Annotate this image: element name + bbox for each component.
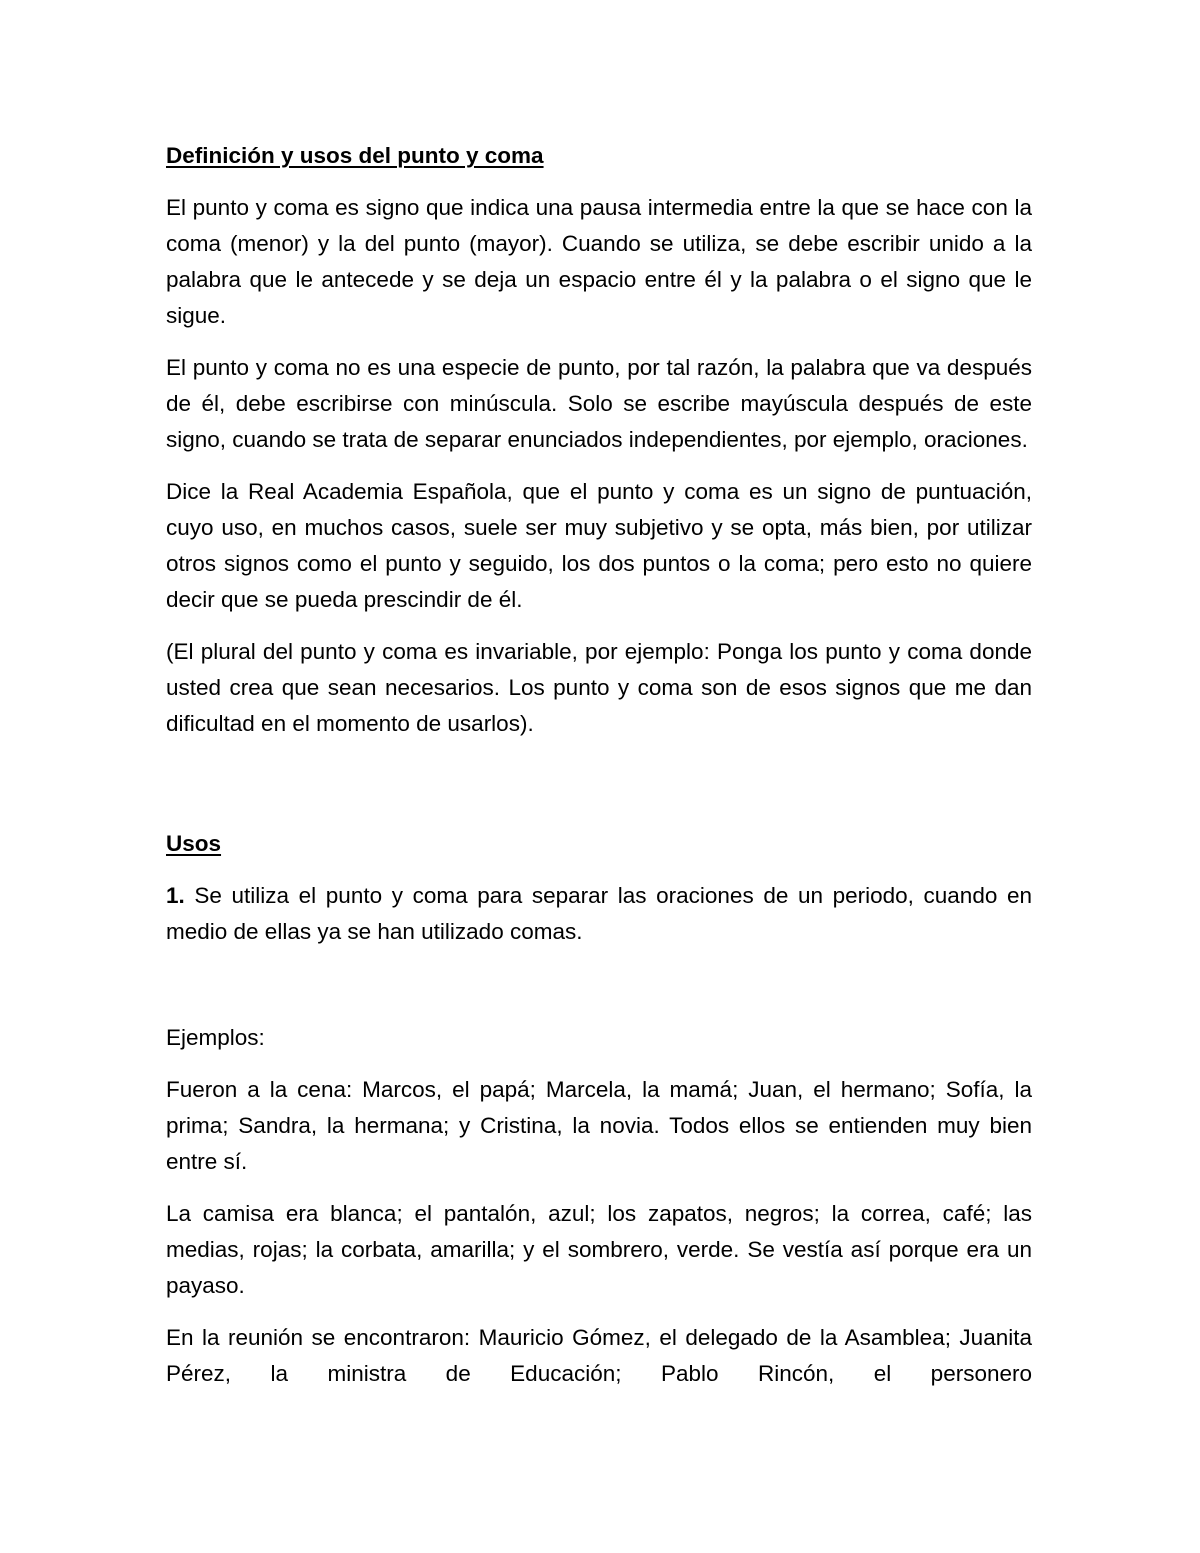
paragraph-definition: El punto y coma es signo que indica una pausa intermedia entre la que se hace con la coma (menor) y la del punto (mayor). Cuando se utiliza, se debe escribir unido a la palabra que le antecede y se deja un espacio entre él y la palabra o el signo que le sigue. (166, 195, 1032, 328)
usos-item-number: 1. (166, 883, 185, 908)
usos-heading: Usos (166, 831, 222, 856)
paragraph-plural: (El plural del punto y coma es invariable, por ejemplo: Ponga los punto y coma donde usted crea que sean necesarios. Los punto y coma son de esos signos que me dan dificultad en el momento de usarlos). (166, 639, 1032, 736)
ejemplos-label: Ejemplos: (166, 1025, 265, 1050)
document-title: Definición y usos del punto y coma (166, 143, 544, 168)
example-reunion: En la reunión se encontraron: Mauricio Gómez, el delegado de la Asamblea; Juanita Pérez, la ministra de Educación; Pablo Rincón, el personero (166, 1325, 1032, 1386)
usos-item-text: Se utiliza el punto y coma para separar las oraciones de un periodo, cuando en medio de ellas ya se han utilizado comas. (166, 883, 1032, 944)
paragraph-rae: Dice la Real Academia Española, que el punto y coma es un signo de puntuación, cuyo uso, en muchos casos, suele ser muy subjetivo y se opta, más bien, por utilizar otros signos como el punto y seguido, los dos puntos o la coma; pero esto no quiere decir que se pueda prescindir de él. (166, 479, 1032, 612)
document-body (166, 138, 1032, 1392)
paragraph-minuscula: El punto y coma no es una especie de punto, por tal razón, la palabra que va después de él, debe escribirse con minúscula. Solo se escribe mayúscula después de este signo, cuando se trata de separar enunciados independientes, por ejemplo, oraciones. (166, 355, 1032, 452)
example-cena: Fueron a la cena: Marcos, el papá; Marcela, la mamá; Juan, el hermano; Sofía, la prima; Sandra, la hermana; y Cristina, la novia. Todos ellos se entienden muy bien entre sí. (166, 1077, 1032, 1174)
example-payaso: La camisa era blanca; el pantalón, azul; los zapatos, negros; la correa, café; las medias, rojas; la corbata, amarilla; y el sombrero, verde. Se vestía así porque era un payaso. (166, 1201, 1032, 1298)
usos-item-1 (166, 878, 1032, 950)
